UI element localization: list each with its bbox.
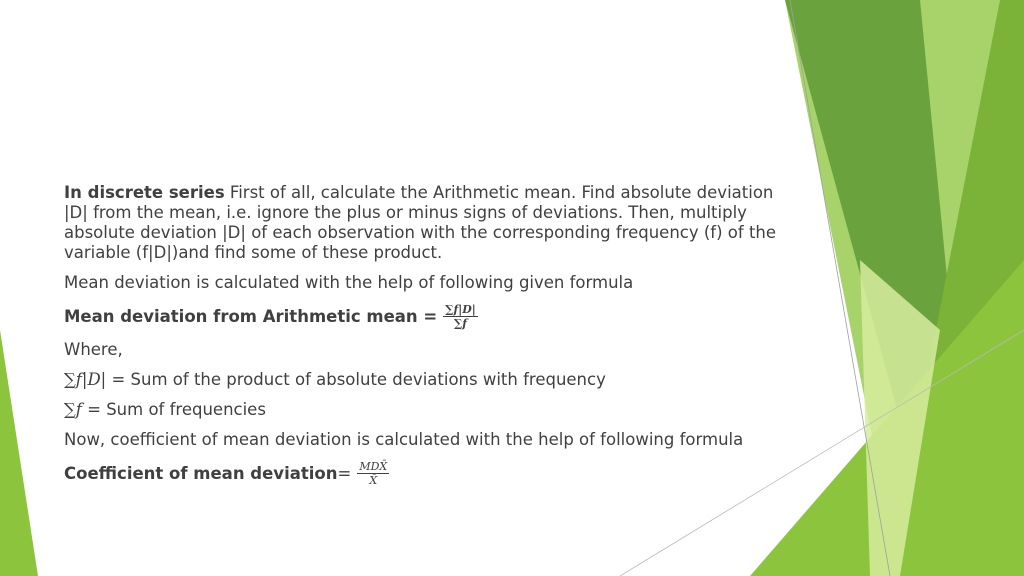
- slide-content: [64, 183, 784, 497]
- where-line: Where,: [64, 340, 123, 359]
- coeff-intro-line: Now, coefficient of mean deviation is calculated with the help of following formula: [64, 430, 744, 449]
- def2-text: = Sum of frequencies: [81, 400, 266, 419]
- formula-intro-line: Mean deviation is calculated with the help of following given formula: [64, 273, 634, 292]
- def2-symbol: ∑𝑓: [64, 400, 82, 419]
- def1-text: = Sum of the product of absolute deviations with frequency: [106, 370, 606, 389]
- intro-paragraph: [64, 183, 784, 263]
- coeff-formula-label: Coefficient of mean deviation: [64, 463, 338, 483]
- coeff-numerator: 𝑀𝐷X̄: [359, 460, 388, 473]
- md-formula-label: Mean deviation from Arithmetic mean =: [64, 306, 438, 326]
- def1-symbol: ∑𝑓|𝐷|: [64, 370, 107, 389]
- coeff-formula-row: [64, 460, 784, 487]
- md-denominator: ∑𝒇: [454, 317, 468, 330]
- shape-left-sliver: [0, 330, 38, 576]
- coeff-fraction: [357, 460, 389, 487]
- md-numerator: ∑𝒇|𝑫|: [445, 303, 476, 316]
- intro-bold: In discrete series: [64, 183, 225, 202]
- definition-1: [64, 370, 784, 390]
- md-fraction: [443, 303, 478, 330]
- definition-2: [64, 400, 784, 420]
- intro-text: First of all, calculate the Arithmetic mean. Find absolute deviation |D| from the mean, i.e. ignore the plus or minus signs of deviations. Then, multiply absolute deviation |D| of each observation with the corresponding frequency (f) of the variable (f|D|)and find some of these product.: [64, 183, 777, 262]
- md-formula-row: [64, 303, 784, 330]
- coeff-denominator: X̄: [369, 474, 378, 487]
- coeff-equals: =: [337, 463, 352, 483]
